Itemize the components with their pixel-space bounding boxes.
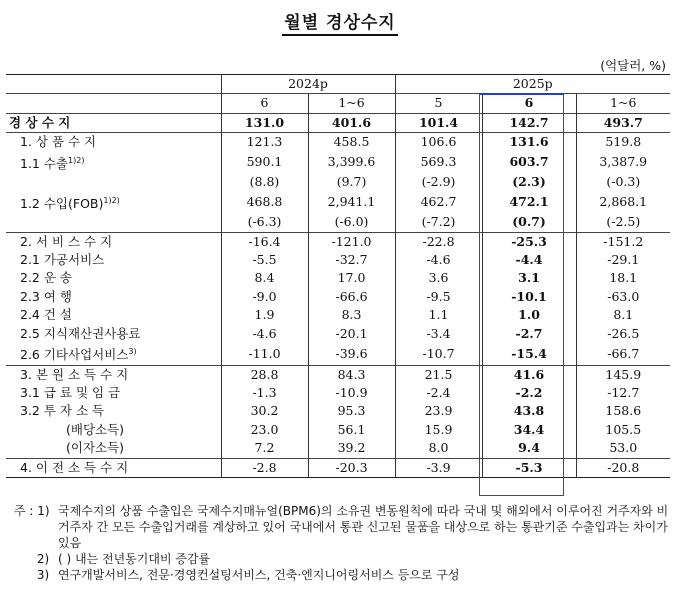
header-blank-2	[6, 94, 221, 113]
row-label	[6, 173, 221, 191]
cell-value: -26.5	[576, 325, 670, 343]
footnote-number: 2)	[14, 552, 50, 566]
row-label-text: 1. 상 품 수 지	[20, 134, 97, 150]
cell-value: 458.5	[308, 133, 395, 152]
cell-value: (-2.9)	[395, 173, 482, 191]
row-label	[6, 365, 221, 384]
footnote-number: 3)	[14, 568, 50, 582]
row-label-text: 1.1 수출	[20, 155, 69, 171]
cell-value: -63.0	[576, 288, 670, 306]
cell-value: -1.3	[221, 384, 308, 402]
cell-value: 39.2	[308, 439, 395, 458]
table-row	[6, 269, 670, 287]
page-title	[0, 8, 680, 33]
table-row	[6, 384, 670, 402]
footnote-text: 국제수지의 상품 수출입은 국제수지매뉴얼(BPM6)의 소유권 변동원칙에 따라 국내 및 해외에서 이루어진 거주자와 비거주자 간 모든 수출입거래를 계상하고 있어 국내에서 통관 신고된 물품을 대상으로 하는 통관기준 수출입과는 차이가 있음	[58, 504, 669, 550]
cell-value: -151.2	[576, 232, 670, 251]
cell-value: -9.0	[221, 288, 308, 306]
header-year-2024: 2024p	[221, 75, 395, 94]
footnote-number: 주 : 1)	[14, 504, 50, 518]
row-label	[6, 251, 221, 269]
header-month: 5	[395, 94, 482, 113]
header-month-highlight: 6	[482, 94, 576, 113]
row-label	[6, 152, 221, 174]
footnote-ref: 1)2)	[103, 195, 120, 205]
cell-value-highlight: 9.4	[482, 439, 576, 458]
cell-value: 105.5	[576, 421, 670, 439]
header-month: 6	[221, 94, 308, 113]
footnote-item	[14, 567, 674, 583]
cell-value: -32.7	[308, 251, 395, 269]
cell-value: -29.1	[576, 251, 670, 269]
row-label-text: 3.2 투 자 소 득	[20, 403, 105, 419]
cell-value: -3.4	[395, 325, 482, 343]
cell-value: (-6.3)	[221, 213, 308, 232]
cell-value: 468.8	[221, 192, 308, 214]
header-month: 1~6	[308, 94, 395, 113]
row-label-text: (이자소득)	[66, 440, 125, 456]
row-label	[6, 133, 221, 152]
cell-value-highlight: 41.6	[482, 365, 576, 384]
cell-value: 3,387.9	[576, 152, 670, 174]
cell-value: 53.0	[576, 439, 670, 458]
cell-value: -121.0	[308, 232, 395, 251]
cell-value: 84.3	[308, 365, 395, 384]
cell-value: 95.3	[308, 402, 395, 420]
row-label-text: 1.2 수입(FOB)	[20, 195, 104, 211]
cell-value: 7.2	[221, 439, 308, 458]
table-row	[6, 213, 670, 232]
cell-value-highlight: 603.7	[482, 152, 576, 174]
unit-label: (억달러, %)	[600, 58, 666, 73]
cell-value: -4.6	[221, 325, 308, 343]
cell-value: 131.0	[221, 113, 308, 132]
cell-value: -10.9	[308, 384, 395, 402]
header-year-2025: 2025p	[395, 75, 670, 94]
cell-value-highlight: -10.1	[482, 288, 576, 306]
cell-value: (-6.0)	[308, 213, 395, 232]
cell-value-highlight: 472.1	[482, 192, 576, 214]
row-label	[6, 269, 221, 287]
table-body	[6, 113, 670, 477]
cell-value: 3,399.6	[308, 152, 395, 174]
cell-value: -66.7	[576, 343, 670, 365]
header-month-row	[6, 94, 670, 113]
cell-value: -22.8	[395, 232, 482, 251]
row-label	[6, 192, 221, 214]
row-label	[6, 306, 221, 324]
table-row	[6, 421, 670, 439]
cell-value: 18.1	[576, 269, 670, 287]
row-label	[6, 325, 221, 343]
footnotes	[14, 503, 674, 583]
footnote-text: 연구개발서비스, 전문·경영컨설팅서비스, 건축·엔지니어링서비스 등으로 구성	[58, 568, 460, 582]
row-label	[6, 213, 221, 232]
row-label-text: (배당소득)	[66, 421, 125, 437]
table-row	[6, 113, 670, 132]
row-label-text: 2.5 지식재산권사용료	[20, 325, 141, 341]
cell-value: 101.4	[395, 113, 482, 132]
cell-value-highlight: (2.3)	[482, 173, 576, 191]
cell-value: 23.9	[395, 402, 482, 420]
footnote-text: ( ) 내는 전년동기대비 증감률	[58, 552, 211, 566]
cell-value: -5.5	[221, 251, 308, 269]
cell-value: 158.6	[576, 402, 670, 420]
cell-value: 30.2	[221, 402, 308, 420]
row-label	[6, 232, 221, 251]
row-label	[6, 439, 221, 458]
row-label	[6, 402, 221, 420]
table-row	[6, 173, 670, 191]
row-label-text: 2. 서 비 스 수 지	[20, 233, 113, 249]
cell-value-highlight: -5.3	[482, 458, 576, 477]
cell-value: -12.7	[576, 384, 670, 402]
cell-value: 8.3	[308, 306, 395, 324]
cell-value: 121.3	[221, 133, 308, 152]
table-row	[6, 232, 670, 251]
table-row	[6, 458, 670, 477]
cell-value: 145.9	[576, 365, 670, 384]
cell-value-highlight: 3.1	[482, 269, 576, 287]
cell-value: (-2.5)	[576, 213, 670, 232]
cell-value: 1.1	[395, 306, 482, 324]
cell-value: -4.6	[395, 251, 482, 269]
cell-value: 23.0	[221, 421, 308, 439]
cell-value: -10.7	[395, 343, 482, 365]
cell-value: 21.5	[395, 365, 482, 384]
table-row	[6, 251, 670, 269]
row-label-text: 2.3 여 행	[20, 288, 72, 304]
cell-value: -39.6	[308, 343, 395, 365]
table-row	[6, 288, 670, 306]
table-row	[6, 365, 670, 384]
cell-value: 590.1	[221, 152, 308, 174]
cell-value: 15.9	[395, 421, 482, 439]
cell-value: (-7.2)	[395, 213, 482, 232]
cell-value-highlight: 34.4	[482, 421, 576, 439]
page-title-text: 월별 경상수지	[282, 13, 397, 36]
cell-value: 1.9	[221, 306, 308, 324]
table-row	[6, 133, 670, 152]
footnote-item	[14, 503, 674, 551]
cell-value: -20.1	[308, 325, 395, 343]
cell-value: 3.6	[395, 269, 482, 287]
row-label	[6, 458, 221, 477]
header-blank	[6, 75, 221, 94]
cell-value: 28.8	[221, 365, 308, 384]
cell-value-highlight: (0.7)	[482, 213, 576, 232]
row-label-text: 3. 본 원 소 득 수 지	[20, 366, 129, 382]
row-label	[6, 384, 221, 402]
row-label-text: 경 상 수 지	[9, 114, 71, 130]
header-year-row	[6, 75, 670, 94]
row-label-text: 2.1 가공서비스	[20, 251, 105, 267]
cell-value: -2.4	[395, 384, 482, 402]
cell-value: 519.8	[576, 133, 670, 152]
row-label-text: 2.4 건 설	[20, 307, 72, 323]
cell-value: (-0.3)	[576, 173, 670, 191]
cell-value-highlight: 142.7	[482, 113, 576, 132]
cell-value: -20.8	[576, 458, 670, 477]
footnote-item	[14, 551, 674, 567]
cell-value: 106.6	[395, 133, 482, 152]
row-label-text: 2.6 기타사업서비스	[20, 347, 129, 363]
cell-value-highlight: -2.2	[482, 384, 576, 402]
footnote-ref: 3)	[128, 347, 137, 356]
cell-value: -2.8	[221, 458, 308, 477]
cell-value-highlight: -2.7	[482, 325, 576, 343]
header-month: 1~6	[576, 94, 670, 113]
cell-value: 56.1	[308, 421, 395, 439]
cell-value: 462.7	[395, 192, 482, 214]
table-row	[6, 152, 670, 174]
row-label-text: 2.2 운 송	[20, 270, 72, 286]
table-row	[6, 325, 670, 343]
cell-value: 401.6	[308, 113, 395, 132]
cell-value-highlight: 1.0	[482, 306, 576, 324]
cell-value: -11.0	[221, 343, 308, 365]
footnote-ref: 1)2)	[68, 155, 85, 165]
cell-value: -9.5	[395, 288, 482, 306]
cell-value: 2,941.1	[308, 192, 395, 214]
cell-value: 569.3	[395, 152, 482, 174]
cell-value: 8.1	[576, 306, 670, 324]
table-row	[6, 402, 670, 420]
row-label	[6, 343, 221, 365]
table-row	[6, 192, 670, 214]
cell-value: 8.0	[395, 439, 482, 458]
row-label	[6, 113, 221, 132]
row-label	[6, 421, 221, 439]
row-label	[6, 288, 221, 306]
cell-value: (9.7)	[308, 173, 395, 191]
cell-value-highlight: -25.3	[482, 232, 576, 251]
cell-value-highlight: 43.8	[482, 402, 576, 420]
table-row	[6, 439, 670, 458]
cell-value: -3.9	[395, 458, 482, 477]
cell-value: -66.6	[308, 288, 395, 306]
cell-value-highlight: 131.6	[482, 133, 576, 152]
cell-value: -20.3	[308, 458, 395, 477]
current-account-table	[6, 74, 670, 478]
table-row	[6, 343, 670, 365]
cell-value-highlight: -4.4	[482, 251, 576, 269]
cell-value: 2,868.1	[576, 192, 670, 214]
cell-value: 493.7	[576, 113, 670, 132]
cell-value: 8.4	[221, 269, 308, 287]
row-label-text: 4. 이 전 소 득 수 지	[20, 459, 129, 475]
cell-value-highlight: -15.4	[482, 343, 576, 365]
table-row	[6, 306, 670, 324]
row-label-text: 3.1 급 료 및 임 금	[20, 384, 121, 400]
cell-value: -16.4	[221, 232, 308, 251]
cell-value: 17.0	[308, 269, 395, 287]
cell-value: (8.8)	[221, 173, 308, 191]
